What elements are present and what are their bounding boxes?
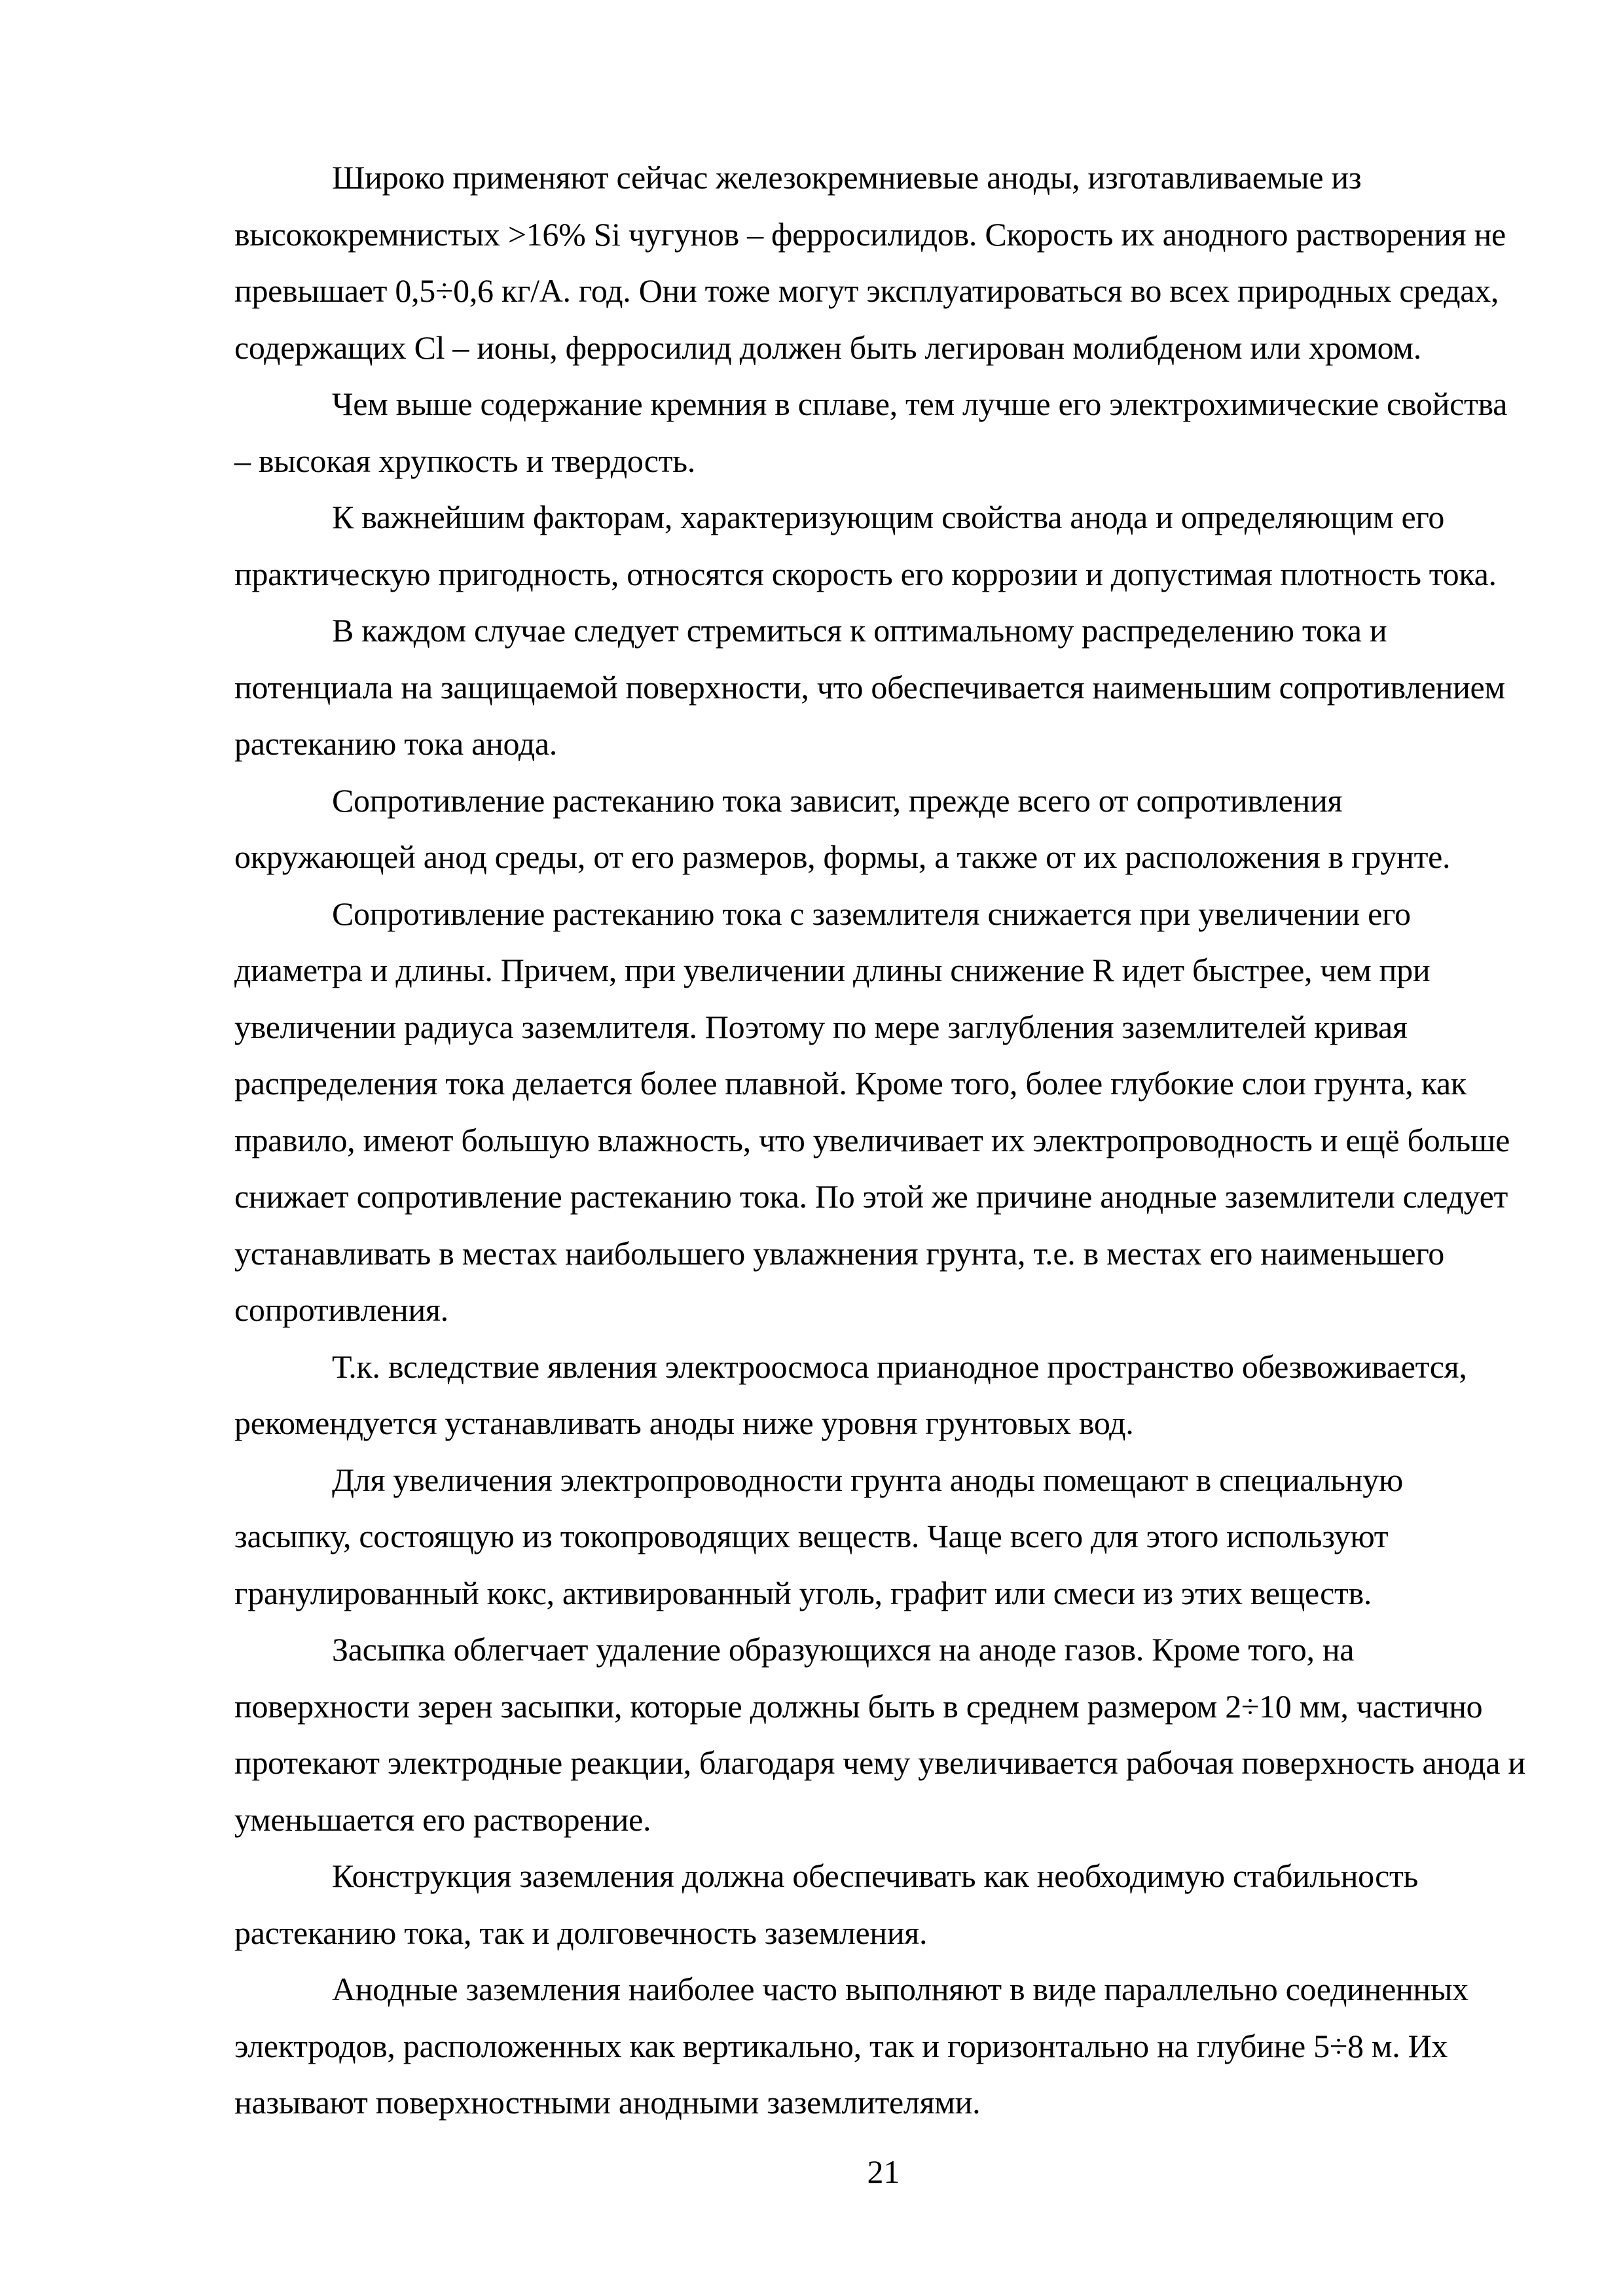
- paragraph: [234, 149, 1557, 376]
- text-line: окружающей анод среды, от его размеров, формы, а также от их расположения в грунте.: [234, 838, 1451, 875]
- text-line: – высокая хрупкость и твердость.: [234, 442, 695, 479]
- text-line: устанавливать в местах наибольшего увлажнения грунта, т.е. в местах его наименьшего: [234, 1234, 1444, 1272]
- text-line: снижает сопротивление растеканию тока. По этой же причине анодные заземлители следует: [234, 1178, 1508, 1215]
- paragraph: [234, 1621, 1557, 1848]
- text-line: Конструкция заземления должна обеспечивать как необходимую стабильность: [332, 1857, 1419, 1894]
- page-number: 21: [867, 2153, 900, 2190]
- text-line: В каждом случае следует стремиться к оптимальному распределению тока и: [332, 612, 1387, 649]
- text-line: Широко применяют сейчас железокремниевые аноды, изготавливаемые из: [332, 159, 1362, 196]
- text-line: практическую пригодность, относятся скорость его коррозии и допустимая плотность тока.: [234, 555, 1497, 592]
- paragraph: [234, 1452, 1557, 1622]
- text-line: увеличении радиуса заземлителя. Поэтому по мере заглубления заземлителей кривая: [234, 1008, 1408, 1045]
- paragraph: [234, 602, 1557, 772]
- text-line: растеканию тока анода.: [234, 725, 557, 762]
- paragraph: [234, 886, 1557, 1338]
- text-line: Анодные заземления наиболее часто выполняют в виде параллельно соединенных: [332, 1971, 1468, 2007]
- text-line: уменьшается его растворение.: [234, 1801, 651, 1838]
- text-line: рекомендуется устанавливать аноды ниже уровня грунтовых вод.: [234, 1405, 1134, 1441]
- text-line: растеканию тока, так и долговечность заземления.: [234, 1914, 928, 1951]
- text-line: потенциала на защищаемой поверхности, что обеспечивается наименьшим сопротивлением: [234, 668, 1505, 706]
- text-line: протекают электродные реакции, благодаря чему увеличивается рабочая поверхность анода и: [234, 1744, 1525, 1781]
- paragraph: [234, 1848, 1557, 1961]
- document-body: [234, 149, 1557, 2131]
- paragraph: [234, 1338, 1557, 1452]
- paragraph: [234, 489, 1557, 602]
- text-line: Сопротивление растеканию тока зависит, прежде всего от сопротивления: [332, 781, 1343, 819]
- text-line: гранулированный кокс, активированный уголь, графит или смеси из этих веществ.: [234, 1574, 1372, 1611]
- paragraph: [234, 376, 1557, 489]
- text-line: высококремнистых >16% Si чугунов – ферросилидов. Скорость их анодного растворения не: [234, 215, 1506, 253]
- text-line: К важнейшим факторам, характеризующим свойства анода и определяющим его: [332, 499, 1445, 535]
- text-line: Чем выше содержание кремния в сплаве, тем лучше его электрохимические свойства: [332, 386, 1508, 422]
- text-line: Засыпка облегчает удаление образующихся на аноде газов. Кроме того, на: [332, 1631, 1355, 1668]
- text-line: Сопротивление растеканию тока с заземлителя снижается при увеличении его: [332, 895, 1411, 932]
- paragraph: [234, 772, 1557, 886]
- text-line: правило, имеют большую влажность, что увеличивает их электропроводность и ещё больше: [234, 1121, 1510, 1158]
- text-line: поверхности зерен засыпки, которые должны быть в среднем размером 2÷10 мм, частично: [234, 1687, 1483, 1725]
- text-line: превышает 0,5÷0,6 кг/А. год. Они тоже могут эксплуатироваться во всех природных средах,: [234, 272, 1499, 309]
- text-line: сопротивления.: [234, 1291, 448, 1328]
- text-line: электродов, расположенных как вертикально, так и горизонтально на глубине 5÷8 м. Их: [234, 2027, 1448, 2064]
- text-line: засыпку, состоящую из токопроводящих веществ. Чаще всего для этого используют: [234, 1518, 1389, 1554]
- text-line: диаметра и длины. Причем, при увеличении длины снижение R идет быстрее, чем при: [234, 952, 1431, 988]
- paragraph: [234, 1961, 1557, 2131]
- text-line: содержащих Cl – ионы, ферросилид должен быть легирован молибденом или хромом.: [234, 329, 1421, 366]
- text-line: Для увеличения электропроводности грунта аноды помещают в специальную: [332, 1461, 1403, 1498]
- text-line: называют поверхностными анодными заземлителями.: [234, 2084, 981, 2121]
- text-line: распределения тока делается более плавной. Кроме того, более глубокие слои грунта, как: [234, 1065, 1467, 1102]
- text-line: Т.к. вследствие явления электроосмоса прианодное пространство обезвоживается,: [332, 1348, 1467, 1385]
